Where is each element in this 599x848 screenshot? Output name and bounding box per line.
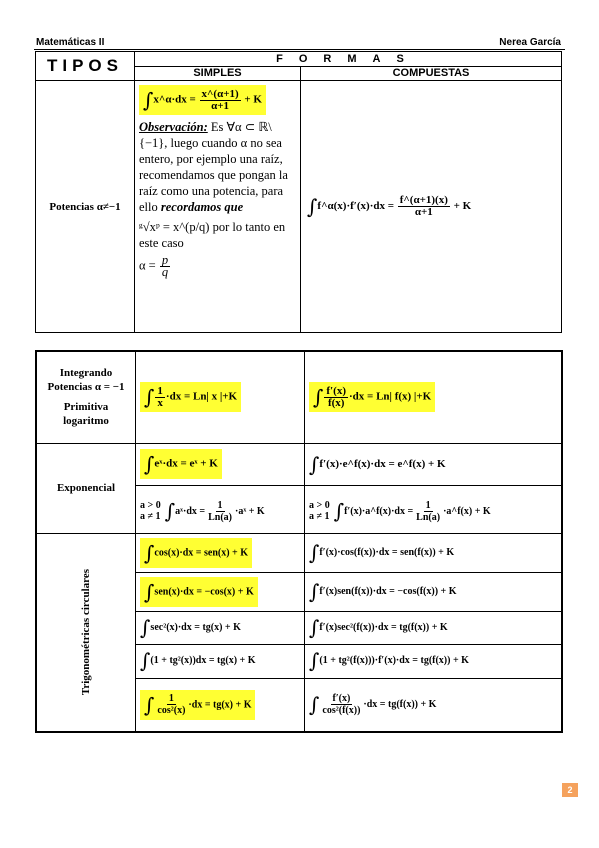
potencias-simple-formula: ∫x^α·dx = $\frac{x\^{}(\alpha+1)}{\alpha+1}$ + K <box>139 85 266 115</box>
exp-comp-formula-2: a > 0 a ≠ 1 ∫ f′(x)·a^f(x)·dx = $\frac{1}{Ln(a)}$ ·a^f(x) + K <box>309 499 491 523</box>
exp-comp-formula-1: ∫f′(x)·e^f(x)·dx = e^f(x) + K <box>309 452 446 476</box>
trig-comp-cell-3 <box>305 611 563 644</box>
trig-comp-cell-2 <box>305 572 563 611</box>
trig-simple-formula-2: ∫sen(x)·dx = −cos(x) + K <box>140 577 258 607</box>
trig-simple-cell-3 <box>136 611 305 644</box>
trig-comp-cell-1 <box>305 533 563 572</box>
trig-simple-cell-5 <box>136 678 305 732</box>
exp-simple-cell-2 <box>136 485 305 533</box>
potencias-comp-cell <box>301 81 562 333</box>
trig-comp-formula-1: ∫f′(x)·cos(f(x))·dx = sen(f(x)) + K <box>309 540 455 565</box>
exp-comp-cell-2 <box>305 485 563 533</box>
potencias-label: Potencias α≠−1 <box>36 81 135 333</box>
tipos-heading: TIPOS <box>36 52 135 81</box>
exp-simple-formula-2: a > 0 a ≠ 1 ∫ aˣ·dx = $\frac{1}{Ln(a)}$ ·aˣ + K <box>140 499 265 523</box>
log-comp-formula: ∫ $\frac{f'(x)}{f(x)}$ ·dx = Ln| f(x) |+K <box>309 382 435 412</box>
exponencial-label: Exponencial <box>36 443 136 533</box>
header-rule <box>34 49 565 50</box>
exp-simple-formula-1: ∫eˣ·dx = eˣ + K <box>140 449 222 479</box>
compuestas-heading: COMPUESTAS <box>301 66 562 81</box>
potencias-simple-cell <box>135 81 301 333</box>
trig-simple-cell-2 <box>136 572 305 611</box>
trig-comp-formula-3: ∫f′(x)sec²(f(x))·dx = tg(f(x)) + K <box>309 615 448 640</box>
trig-simple-formula-5: ∫ $\frac{1}{\text{cos²(x)}}$ ·dx = tg(x) + K <box>140 690 255 720</box>
integrales-table <box>35 350 563 733</box>
trig-simple-formula-3: ∫sec²(x)·dx = tg(x) + K <box>140 615 241 640</box>
header-author: Nerea García <box>499 37 561 48</box>
exp-simple-cell-1 <box>136 443 305 485</box>
logaritmo-label: Integrando Potencias α = −1 Primitiva logaritmo <box>36 351 136 443</box>
trig-comp-cell-4 <box>305 644 563 678</box>
trig-simple-formula-4: ∫(1 + tg²(x))dx = tg(x) + K <box>140 649 256 673</box>
exp-comp-cell-1 <box>305 443 563 485</box>
potencias-comp-formula: ∫f^α(x)·f′(x)·dx = $\frac{f\^{}(\alpha+1)(x)}{\alpha+1}$ + K <box>307 194 472 219</box>
simples-heading: SIMPLES <box>135 66 301 81</box>
potencias-table <box>35 51 562 333</box>
trig-simple-cell-4 <box>136 644 305 678</box>
header-subject: Matemáticas II <box>36 37 105 48</box>
trig-comp-cell-5 <box>305 678 563 732</box>
observacion-note: Observación: Es ∀α ⊂ ℝ\{−1}, luego cuando α no sea entero, por ejemplo una raíz, recomendamos que pongan la raíz como una potencia, para ello recordamos que ᵍ√xᵖ = x^(p/q) por lo tanto en este caso α = $\frac{p}{q}$ <box>139 120 288 279</box>
log-simple-cell <box>136 351 305 443</box>
trig-label: Trigonométricas circulares <box>80 569 92 696</box>
trig-simple-cell-1 <box>136 533 305 572</box>
trig-simple-formula-1: ∫cos(x)·dx = sen(x) + K <box>140 538 252 568</box>
log-comp-cell <box>305 351 563 443</box>
page-number-badge: 2 <box>562 783 578 797</box>
trig-comp-formula-4: ∫(1 + tg²(f(x)))·f′(x)·dx = tg(f(x)) + K <box>309 649 469 673</box>
trig-comp-formula-2: ∫f′(x)sen(f(x))·dx = −cos(f(x)) + K <box>309 579 457 604</box>
formas-heading: FORMAS <box>135 52 562 67</box>
log-simple-formula: ∫ $\frac{1}{x}$ ·dx = Ln| x |+K <box>140 382 241 412</box>
trig-comp-formula-5: ∫ $\frac{f'(x)}{\text{cos²(f(x))}}$ ·dx = tg(f(x)) + K <box>309 692 437 717</box>
trig-label-cell <box>36 533 136 732</box>
